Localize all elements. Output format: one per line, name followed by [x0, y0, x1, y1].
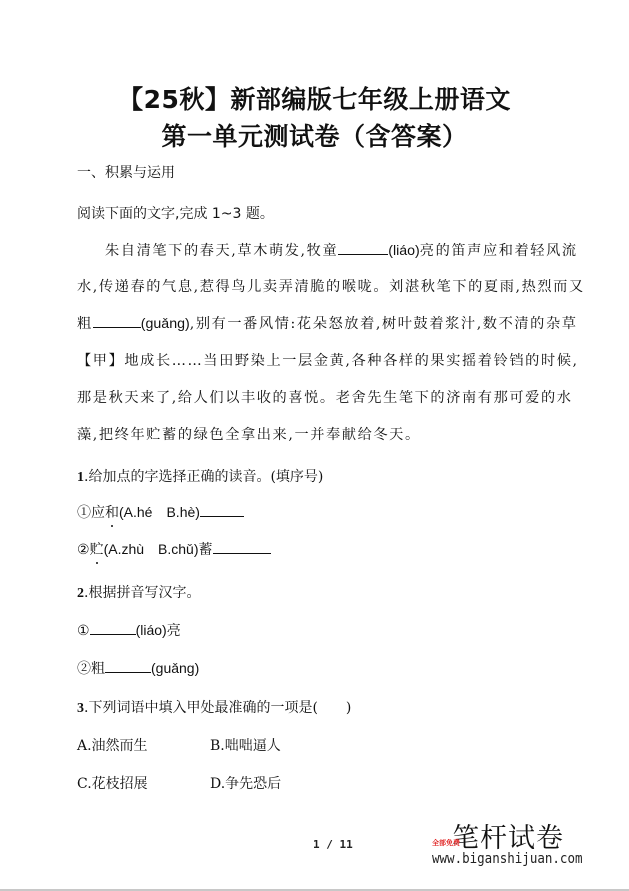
watermark-tag: 全部免费 [432, 839, 460, 847]
pinyin-hint: (liáo) [135, 622, 167, 638]
item-marker: ① [77, 623, 90, 639]
word-part: 亮 [166, 623, 181, 639]
passage-text: ,别有一番风情:花朵怒放着,树叶鼓着浆汁,数不清的杂草 [189, 316, 578, 332]
question-1-item-2 [77, 539, 271, 559]
answer-blank [200, 502, 244, 517]
pinyin-hint: (liáo) [388, 243, 420, 259]
item-marker: ② [77, 542, 90, 558]
word-part: 应 [91, 505, 105, 521]
answer-blank [90, 620, 136, 635]
answer-blank [213, 539, 271, 554]
reading-instruction: 阅读下面的文字,完成 1~3 题。 [77, 206, 274, 222]
item-marker: ② [77, 661, 91, 677]
dotted-character: 和 [105, 502, 119, 522]
option-c: C.花枝招展 [77, 776, 148, 792]
question-1 [77, 466, 323, 486]
question-text: .根据拼音写汉字。 [84, 585, 201, 601]
passage-text: 粗 [77, 316, 93, 332]
document-title-line-1: 【25秋】新部编版七年级上册语文 [118, 85, 511, 114]
word-part: 粗 [91, 661, 105, 677]
dotted-character: 贮 [90, 539, 104, 559]
fill-blank [338, 240, 388, 255]
option-a: A.油然而生 [77, 738, 148, 754]
passage-text: 亮的笛声应和着轻风流 [419, 243, 578, 259]
question-text: .下列词语中填入甲处最准确的一项是( ) [84, 700, 352, 716]
question-3 [77, 697, 351, 717]
passage-line-2: 水,传递春的气息,惹得鸟儿卖弄清脆的喉咙。刘湛秋笔下的夏雨,热烈而又 [77, 279, 585, 295]
passage-line-6: 藻,把终年贮蓄的绿色全拿出来,一并奉献给冬天。 [77, 427, 421, 443]
reading-options: (A.hé B.hè) [119, 504, 200, 520]
question-2 [77, 582, 200, 602]
question-text: .给加点的字选择正确的读音。(填序号) [84, 469, 324, 485]
document-title-line-2: 第一单元测试卷（含答案） [161, 122, 468, 151]
option-b: B.咄咄逼人 [210, 738, 281, 754]
passage-line-4: 【甲】地成长……当田野染上一层金黄,各种各样的果实摇着铃铛的时候, [77, 353, 579, 369]
question-1-item-1 [77, 502, 244, 522]
pinyin-hint: (guǎng) [140, 316, 190, 332]
item-marker: ① [77, 505, 91, 521]
question-number: 2 [77, 586, 84, 601]
watermark-brand: 笔杆试卷 [452, 823, 564, 854]
answer-blank [105, 658, 151, 673]
watermark-url: www.biganshijuan.com [432, 849, 583, 867]
passage-line-1 [77, 240, 585, 260]
reading-options: (A.zhù B.chǔ) [103, 541, 199, 557]
fill-blank [93, 313, 141, 328]
page-indicator: 1 / 11 [313, 838, 353, 851]
question-number: 3 [77, 701, 84, 716]
question-number: 1 [77, 470, 84, 485]
passage-line-3 [77, 313, 578, 333]
option-d: D.争先恐后 [210, 776, 282, 792]
section-heading: 一、积累与运用 [77, 165, 175, 181]
passage-line-5: 那是秋天来了,给人们以丰收的喜悦。老舍先生笔下的济南有那可爱的水 [77, 390, 573, 406]
passage-text: 朱自清笔下的春天,草木萌发,牧童 [105, 243, 339, 259]
word-part: 蓄 [198, 542, 213, 558]
pinyin-hint: (guǎng) [151, 660, 200, 676]
question-2-item-1 [77, 620, 181, 640]
watermark-logo [432, 816, 602, 866]
question-2-item-2 [77, 658, 199, 678]
